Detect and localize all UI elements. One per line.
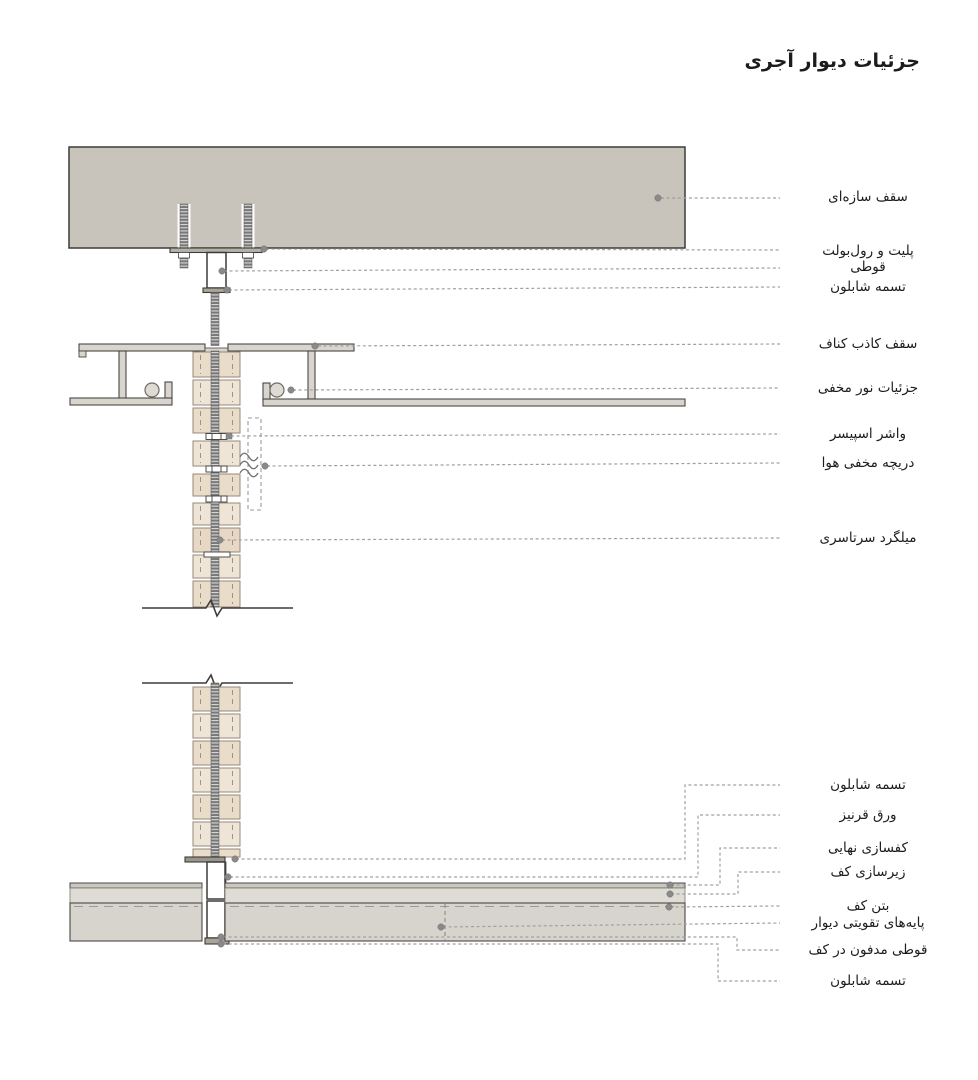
annotation-box-buried-in-floor: قوطی مدفون در کف	[808, 942, 928, 958]
annotation-template-strap-mid: تسمه شابلون	[830, 777, 906, 793]
drawing-title: جزئیات دیوار آجری	[744, 50, 920, 72]
annotation-floor-concrete: بتن کف	[846, 898, 890, 914]
structural-slab	[69, 147, 685, 248]
annotation-template-strap-bottom: تسمه شابلون	[830, 973, 906, 989]
cove-light-right-icon	[270, 383, 284, 397]
floor-assembly-left	[70, 883, 202, 941]
annotation-spacer-washer: واشر اسپیسر	[829, 426, 907, 442]
annotation-final-flooring: کفسازی نهایی	[828, 840, 908, 856]
annotation-wall-reinforcement-bases: پایه‌های تقویتی دیوار	[811, 915, 925, 931]
annotation-knauf-false-ceiling: سقف کاذب کناف	[818, 336, 918, 352]
floor-assembly-right	[225, 883, 685, 941]
annotation-hidden-air-vent: دریچه مخفی هوا	[821, 455, 915, 471]
annotation-box-profile: قوطی	[850, 259, 886, 275]
air-vent-zone	[240, 418, 261, 510]
continuous-rebar-rod-lower	[211, 683, 219, 857]
leader-dots	[217, 195, 673, 947]
cove-light-left-icon	[145, 383, 159, 397]
annotation-hidden-light-details: جزئیات نور مخفی	[817, 380, 919, 396]
annotation-template-strap-top: تسمه شابلون	[830, 279, 906, 295]
annotation-skirting-sheet: ورق قرنیز	[839, 807, 897, 823]
annotation-plate-rollbolt: پلیت و رول‌بولت	[822, 243, 914, 259]
continuous-rebar-rod	[211, 351, 219, 607]
airflow-icon	[240, 453, 258, 477]
false-ceiling-left	[70, 344, 205, 405]
annotation-continuous-rebar: میلگرد سرتاسری	[819, 530, 917, 546]
leader-lines	[222, 198, 780, 981]
false-ceiling-right	[205, 344, 685, 406]
suspension-rod	[211, 293, 219, 346]
annotation-floor-substructure: زیرسازی کف	[830, 864, 906, 880]
annotation-structural-ceiling: سقف سازه‌ای	[828, 189, 908, 205]
